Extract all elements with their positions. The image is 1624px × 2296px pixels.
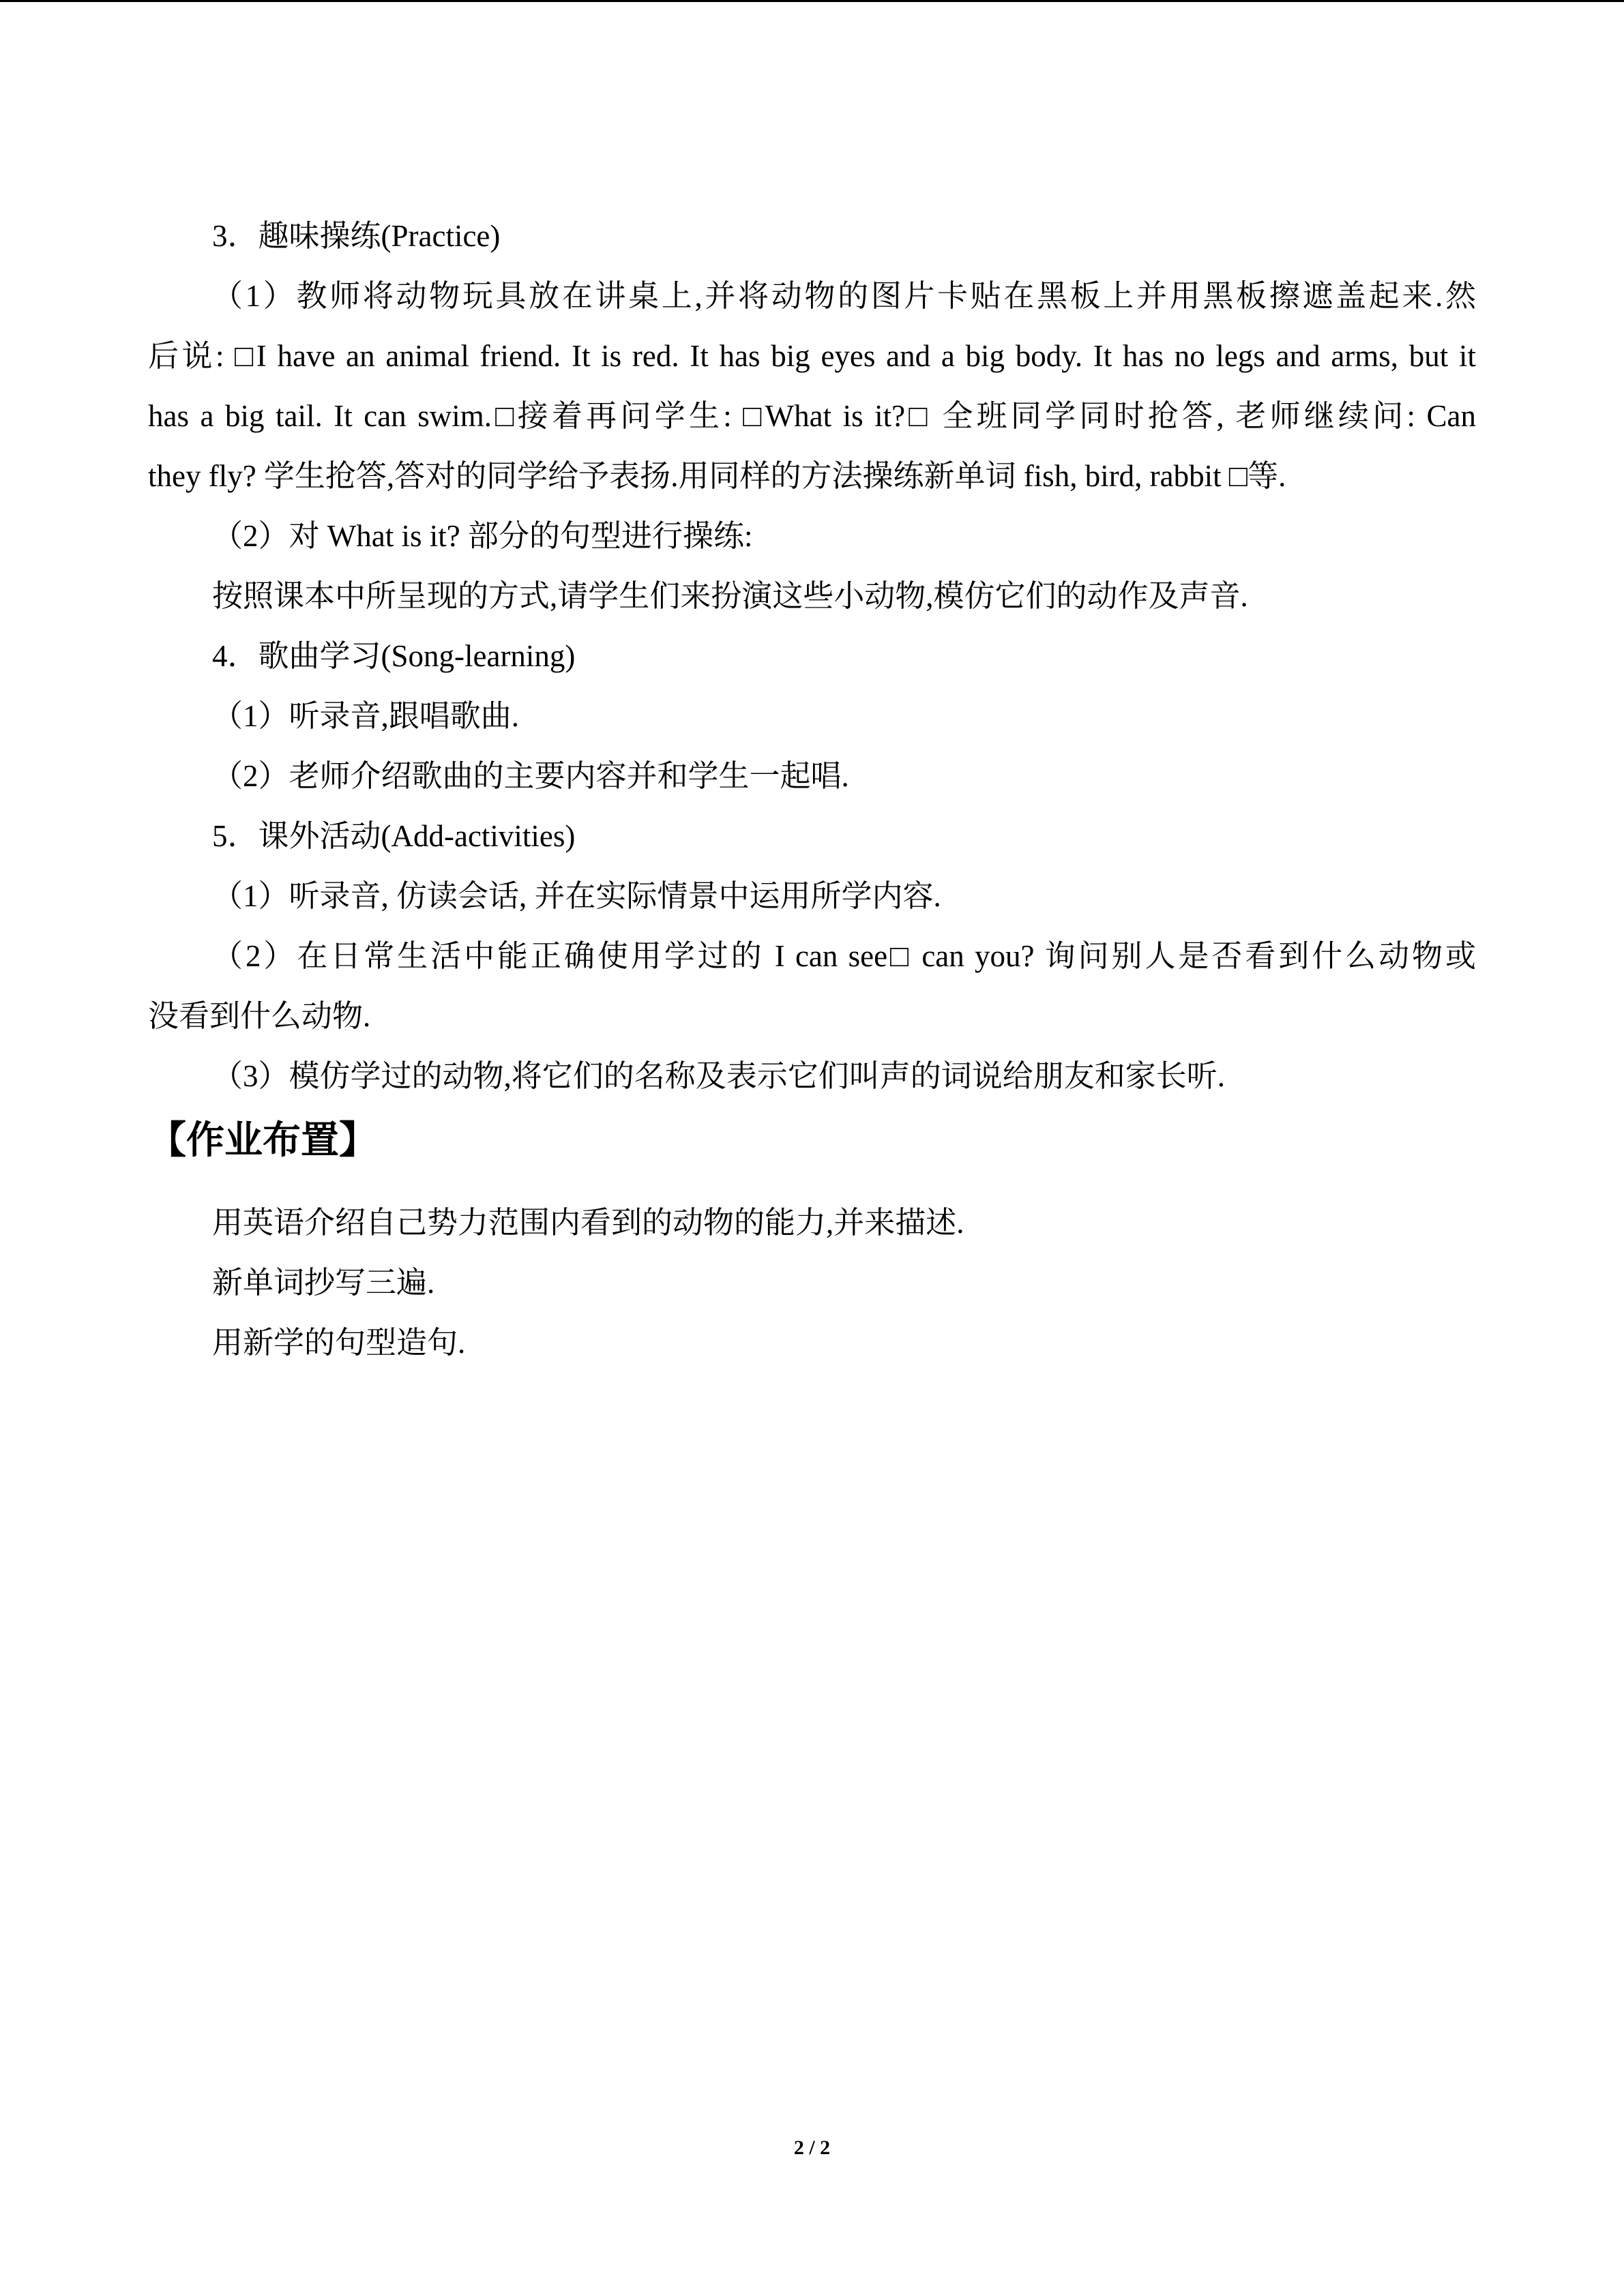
homework-item: 新单词抄写三遍. [212,1266,435,1300]
practice-step2-detail: 按照课本中所呈现的方式,请学生们来扮演这些小动物,模仿它们的动作及声音. [212,579,1248,613]
practice-heading: 3．趣味操练(Practice) [212,219,501,253]
song-heading: 4．歌曲学习(Song-learning) [212,639,576,673]
practice-step1-line: （1）教师将动物玩具放在讲桌上,并将动物的图片卡贴在黑板上并用黑板擦遮盖起来.然 [212,279,1476,313]
practice-step1-line: they fly? 学生抢答,答对的同学给予表扬.用同样的方法操练新单词 fish, bird, rabbit □等. [148,459,1286,493]
activities-step2-line: 没看到什么动物. [148,999,371,1033]
homework-heading: 【作业布置】 [148,1118,377,1161]
homework-item: 用新学的句型造句. [212,1326,466,1360]
song-step2: （2）老师介绍歌曲的主要内容并和学生一起唱. [212,759,849,793]
practice-step1-line: 后说: □I have an animal friend. It is red. It has big eyes and a big body. It has no legs and arms, but it [148,339,1476,373]
activities-step2-line: （2）在日常生活中能正确使用学过的 I can see□ can you? 询问别人是否看到什么动物或 [212,939,1476,973]
practice-step2: （2）对 What is it? 部分的句型进行操练: [212,519,753,553]
page-number: 2 / 2 [793,2136,831,2159]
activities-step3: （3）模仿学过的动物,将它们的名称及表示它们叫声的词说给朋友和家长听. [212,1059,1226,1093]
song-step1: （1）听录音,跟唱歌曲. [212,699,520,733]
page-top-border [0,0,1624,2]
activities-heading: 5．课外活动(Add-activities) [212,819,576,853]
practice-step1-line: has a big tail. It can swim.□接着再问学生: □What is it?□ 全班同学同时抢答, 老师继续问: Can [148,399,1476,433]
activities-step1: （1）听录音, 仿读会话, 并在实际情景中运用所学内容. [212,879,941,913]
homework-item: 用英语介绍自己势力范围内看到的动物的能力,并来描述. [212,1206,964,1240]
